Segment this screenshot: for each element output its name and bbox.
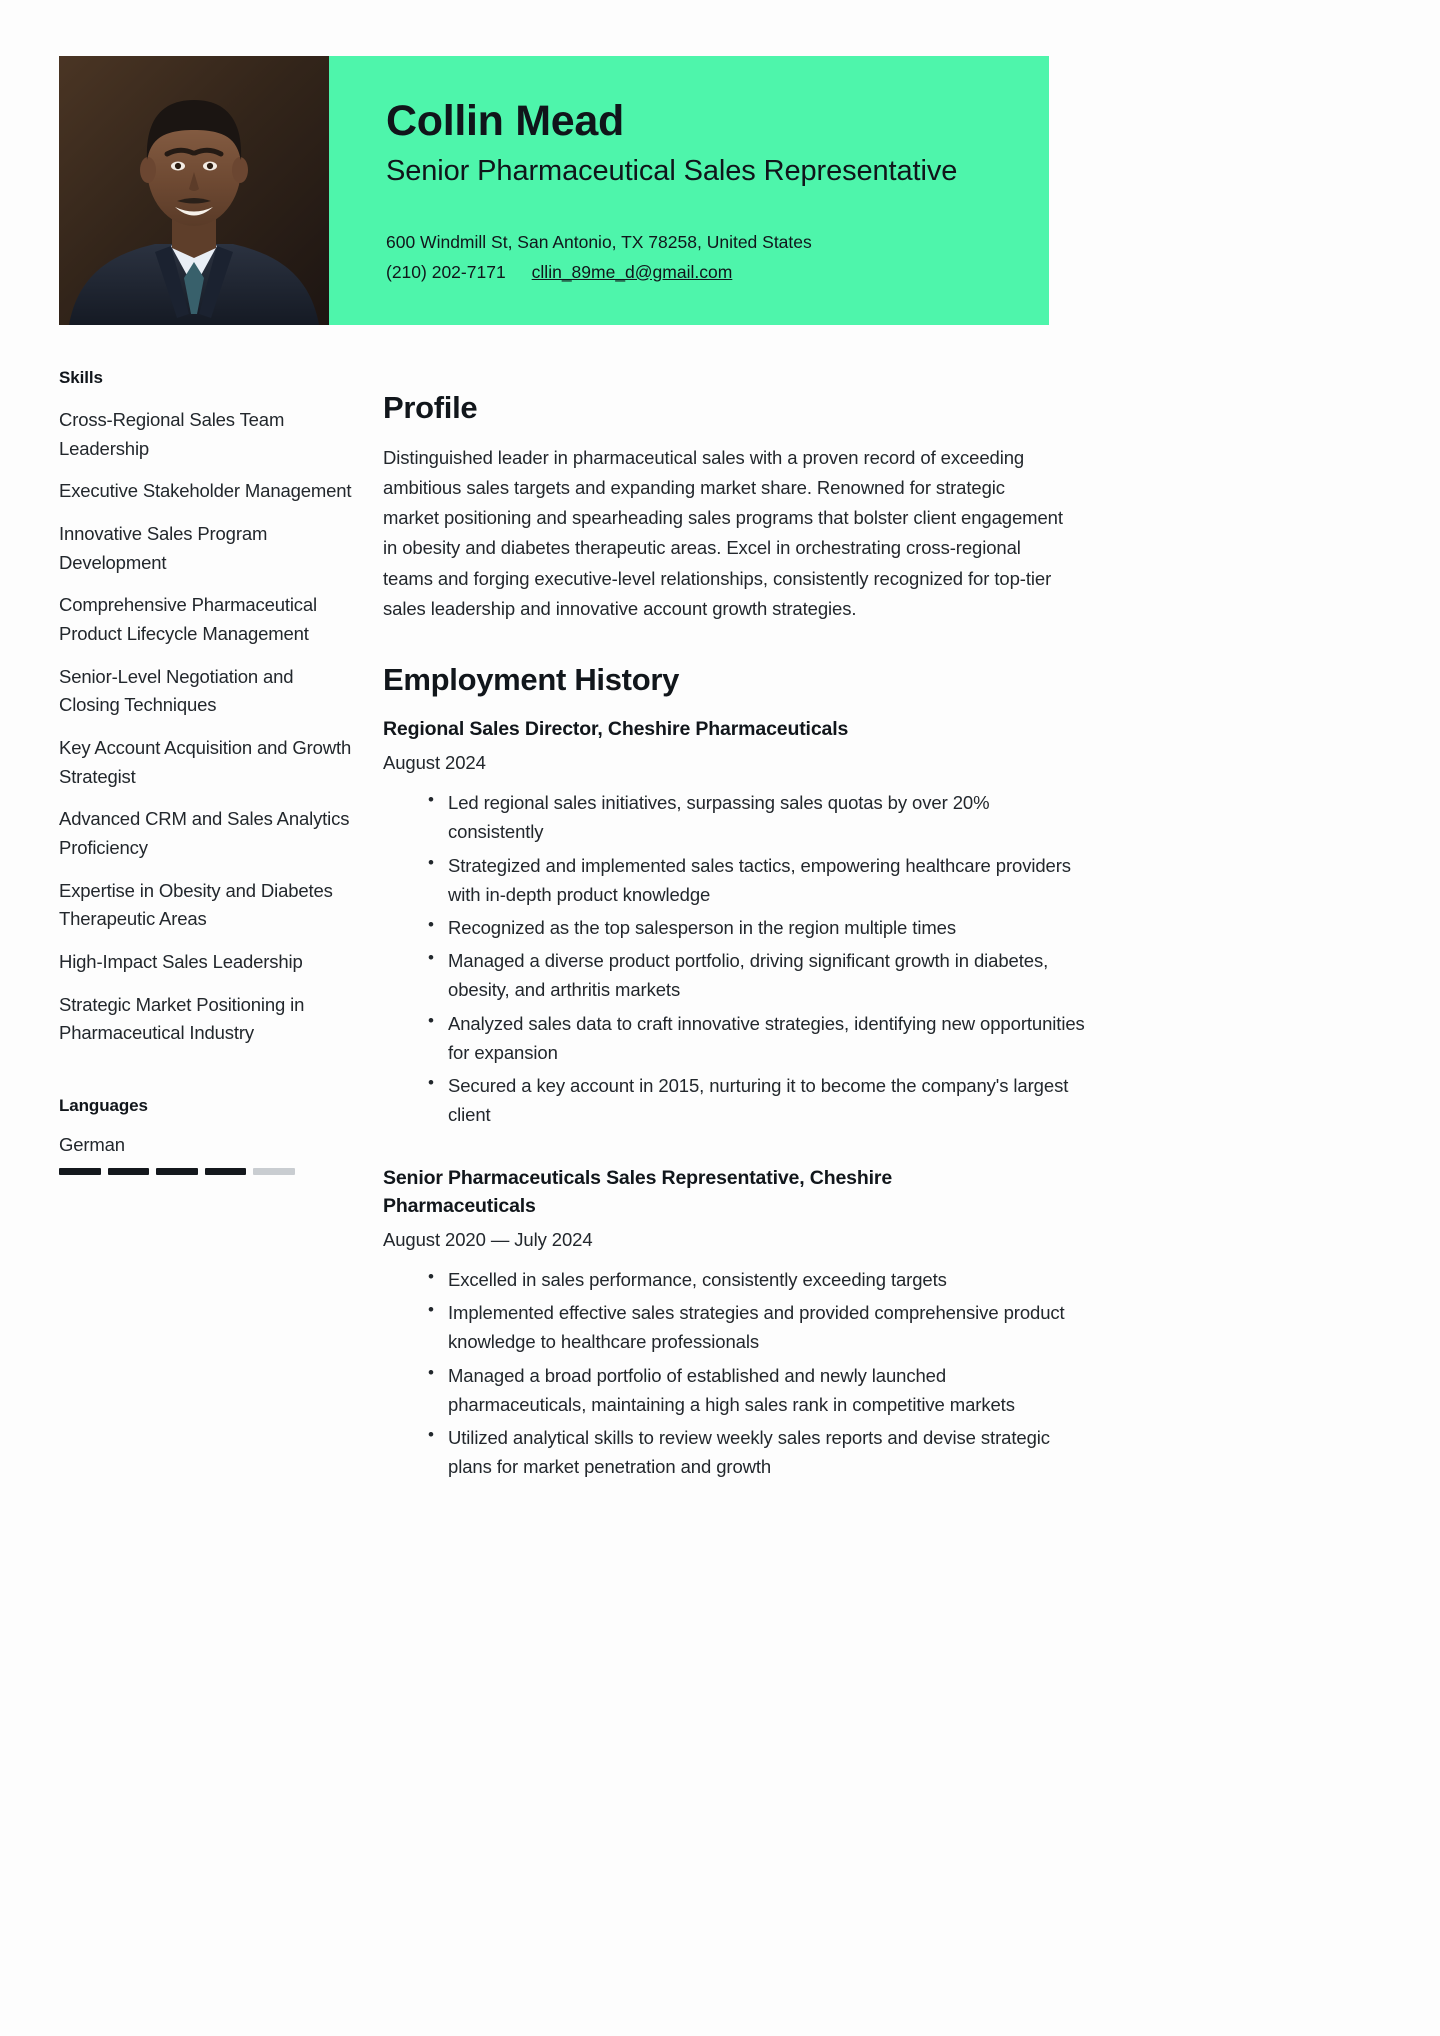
email-link[interactable]: cllin_89me_d@gmail.com [531,261,733,282]
sidebar [59,368,359,1516]
employment-heading: Employment History [383,661,680,697]
phone-text: (210) 202-7171 [386,261,506,282]
job-title: Senior Pharmaceutical Sales Representative [386,155,958,188]
list-item: Cross-Regional Sales Team Leadership [59,409,285,459]
languages-section [59,1096,359,1175]
skills-list [59,406,359,1048]
list-item: • Analyzed sales data to craft innovative strategies, identifying new opportunities for expansion [428,1009,1088,1067]
list-item: • Led regional sales initiatives, surpassing sales quotas by over 20% consistently [428,788,1088,846]
list-item: Strategic Market Positioning in Pharmaceutical Industry [59,993,305,1044]
employment-section [383,662,1381,1482]
profile-heading: Profile [383,390,478,425]
employment-entry [383,715,1381,1130]
languages-heading: Languages [59,1096,148,1116]
list-item: • Managed a broad portfolio of established and newly launched pharmaceuticals, maintaining a high sales rank in competitive markets [428,1361,1088,1419]
list-item: • Recognized as the top salesperson in the region multiple times [428,913,1088,942]
profile-section [383,390,1381,624]
list-item: Expertise in Obesity and Diabetes Therapeutic Areas [59,879,333,930]
employment-entry-date: August 2020 — July 2024 [383,1229,593,1251]
profile-text: Distinguished leader in pharmaceutical sales with a proven record of exceeding ambitious sales targets and expanding market share. Renowned for strategic market positioning and spearheading sales programs that bolster client engagement in obesity and diabetes therapeutic areas. Excel in orchestrating cross-regional teams and forging executive-level relationships, consistently recognized for top-tier sales leadership and innovative account growth strategies. [383,447,1063,619]
list-item: Advanced CRM and Sales Analytics Proficiency [59,808,350,859]
list-item: Innovative Sales Program Development [59,523,268,573]
list-item: High-Impact Sales Leadership [59,951,303,973]
list-item: • Utilized analytical skills to review weekly sales reports and devise strategic plans for market penetration and growth [428,1423,1088,1481]
list-item: Executive Stakeholder Management [59,480,352,502]
employment-entry-title: Regional Sales Director, Cheshire Pharmaceuticals [383,717,849,740]
language-proficiency-rating [59,1168,295,1175]
list-item: • Managed a diverse product portfolio, driving significant growth in diabetes, obesity, and arthritis markets [428,946,1088,1004]
list-item: • Strategized and implemented sales tactics, empowering healthcare providers with in-depth product knowledge [428,851,1088,909]
rating-segment [205,1168,247,1175]
rating-segment [253,1168,295,1175]
employment-entry-title: Senior Pharmaceuticals Sales Representative, Cheshire Pharmaceuticals [383,1166,893,1217]
list-item: Senior-Level Negotiation and Closing Techniques [59,665,294,716]
employment-entry-bullets [383,1265,1381,1482]
rating-segment [59,1168,101,1175]
list-item: • Excelled in sales performance, consistently exceeding targets [428,1265,1088,1294]
list-item: Comprehensive Pharmaceutical Product Lifecycle Management [59,594,318,645]
employment-entry [383,1164,1381,1482]
address-text: 600 Windmill St, San Antonio, TX 78258, United States [386,232,812,253]
header-text-block [329,56,1049,325]
employment-entry-date: August 2024 [383,752,486,774]
contact-block [386,228,812,287]
rating-segment [156,1168,198,1175]
skills-heading: Skills [59,368,103,387]
avatar [59,56,329,325]
main-column [383,368,1381,1516]
list-item: • Secured a key account in 2015, nurturing it to become the company's largest client [428,1071,1088,1129]
list-item: Key Account Acquisition and Growth Strategist [59,737,352,787]
page-title: Collin Mead [386,97,624,145]
language-name: German [59,1134,125,1156]
employment-entry-bullets [383,788,1381,1129]
resume-header [59,56,1049,325]
list-item: • Implemented effective sales strategies and provided comprehensive product knowledge to healthcare professionals [428,1298,1088,1356]
portrait-photo-icon [59,56,329,325]
resume-body [0,368,1440,1516]
rating-segment [108,1168,150,1175]
